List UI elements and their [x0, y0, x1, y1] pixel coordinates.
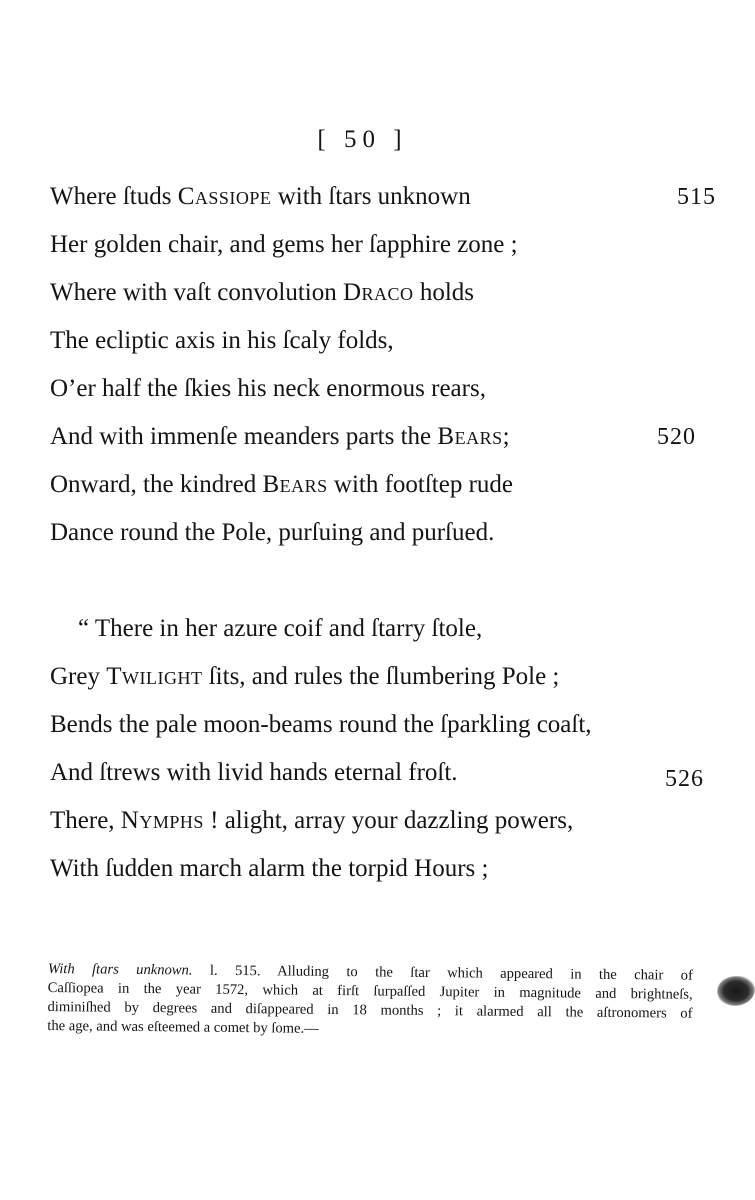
verse-fragment: The ecliptic axis in his ſcaly folds,: [50, 327, 394, 354]
verse-line: [50, 653, 700, 701]
line-number: 526: [665, 766, 704, 792]
verse-line: [50, 461, 700, 509]
verse-text: [50, 701, 592, 749]
verse-line: [50, 365, 700, 413]
verse-fragment: ! alight, array your dazzling powers,: [203, 807, 574, 834]
verse-line: [50, 845, 700, 893]
verse-line: [50, 797, 700, 845]
verse-line: [50, 605, 700, 653]
verse-line: [50, 413, 700, 461]
verse-fragment: with ſtars unknown: [271, 183, 471, 210]
verse-fragment: ſits, and rules the ſlumbering Pole ;: [202, 663, 560, 690]
small-caps-name: Bears: [437, 423, 503, 450]
stanza-1: [50, 173, 716, 557]
verse-line: [50, 173, 716, 221]
verse-fragment: ;: [502, 423, 510, 450]
small-caps-name: Twilight: [106, 663, 203, 690]
line-number: 520: [657, 424, 696, 450]
verse-text: [50, 413, 510, 461]
verse-line: [50, 221, 700, 269]
verse-line: [50, 749, 704, 797]
verse-line: [50, 701, 700, 749]
small-caps-name: Bears: [262, 471, 328, 498]
verse-fragment: “ There in her azure coif and ſtarry ſtole,: [78, 615, 483, 642]
verse-line: [50, 269, 700, 317]
footnote-reference: With ſtars unknown.: [47, 960, 193, 979]
footnote: [47, 960, 693, 1043]
verse-fragment: with footſtep rude: [327, 471, 514, 498]
verse-line: [50, 509, 700, 557]
verse-fragment: Grey: [50, 663, 107, 690]
footnote-line: Caſſiopea in the year 1572, which at firſt ſurpaſſed Jupiter in magnitude and brightneſs,: [47, 979, 693, 1003]
verse-fragment: Her golden chair, and gems her ſapphire zone ;: [50, 231, 518, 258]
verse-text: [50, 461, 513, 509]
line-number: 515: [677, 184, 716, 210]
footnote-line: diminiſhed by degrees and diſappeared in 18 months ; it alarmed all the aſtronomers of: [47, 998, 693, 1022]
verse-text: [50, 221, 518, 269]
verse-fragment: Where with vaſt convolution: [50, 279, 343, 306]
ink-blot: [717, 976, 755, 1006]
verse-text: [78, 605, 482, 653]
verse-fragment: O’er half the ſkies his neck enormous rears,: [50, 375, 486, 402]
page-number: [ 50 ]: [317, 126, 408, 153]
small-caps-name: Cassiope: [177, 183, 272, 210]
verse-text: [50, 173, 471, 221]
verse-fragment: And with immenſe meanders parts the: [50, 423, 438, 450]
verse-fragment: Onward, the kindred: [50, 471, 263, 498]
verse-text: [50, 653, 559, 701]
verse-text: [50, 365, 486, 413]
small-caps-name: Nymphs: [120, 807, 204, 834]
verse-fragment: There,: [50, 807, 121, 834]
stanza-2: [50, 605, 704, 893]
verse-text: [50, 797, 573, 845]
verse-text: [50, 317, 394, 365]
footnote-text: l. 515. Alluding to the ſtar which appeared in the chair of: [209, 962, 693, 984]
verse-fragment: holds: [413, 279, 474, 306]
footnote-line: the age, and was eſteemed a comet by ſome.—: [47, 1017, 319, 1037]
verse-text: [50, 269, 474, 317]
small-caps-name: Draco: [342, 279, 414, 306]
verse-fragment: Where ſtuds: [50, 183, 178, 210]
verse-text: [50, 509, 494, 557]
verse-line: [50, 317, 700, 365]
verse-text: [50, 749, 458, 797]
verse-fragment: Bends the pale moon-beams round the ſparkling coaſt,: [50, 711, 592, 738]
verse-fragment: With ſudden march alarm the torpid Hours ;: [50, 855, 489, 882]
verse-text: [50, 845, 488, 893]
verse-fragment: Dance round the Pole, purſuing and purſued.: [50, 519, 495, 546]
verse-fragment: And ſtrews with livid hands eternal froſt.: [50, 759, 458, 786]
